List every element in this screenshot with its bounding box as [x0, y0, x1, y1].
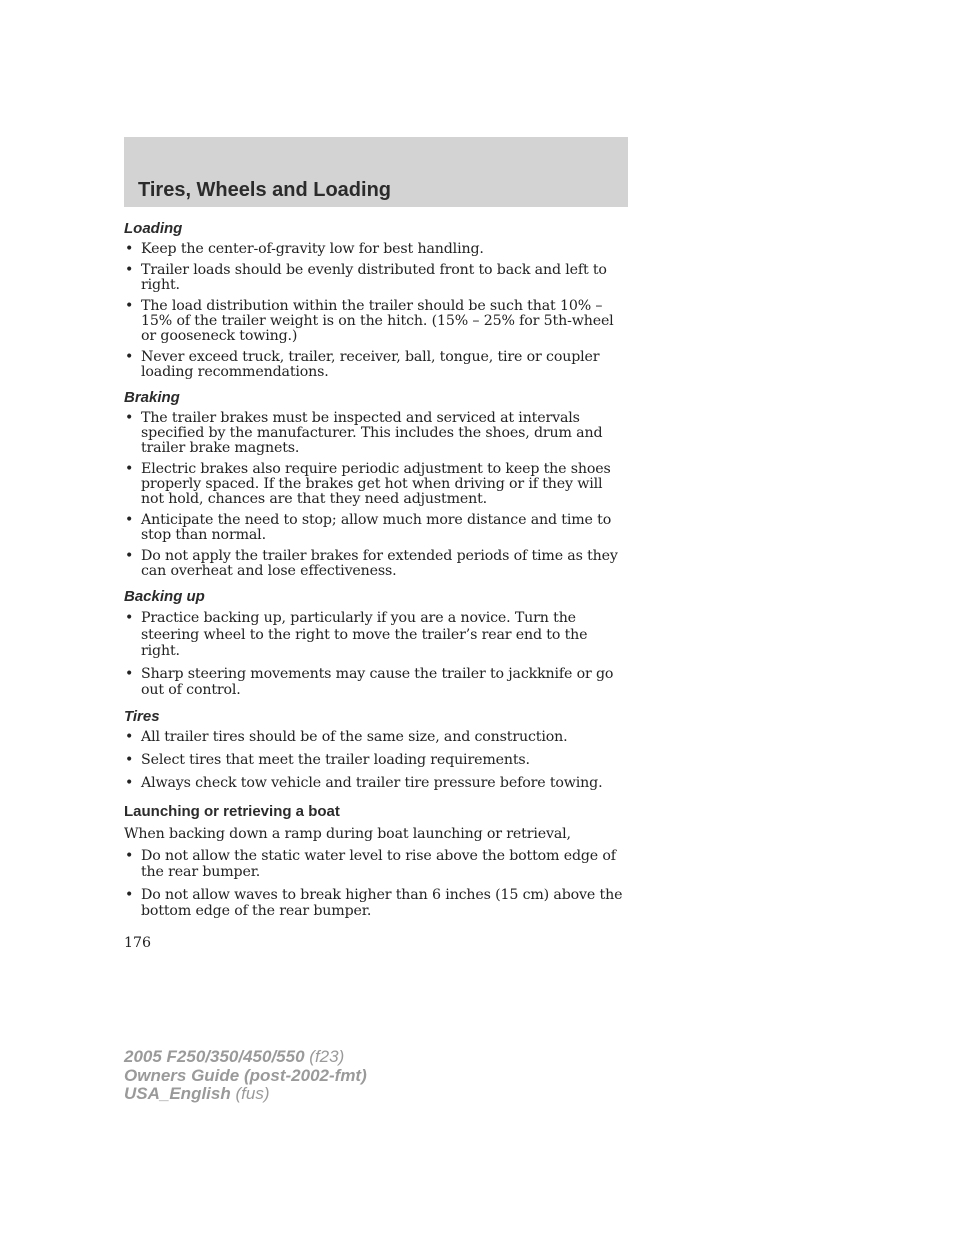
loading-heading: Loading: [124, 220, 183, 237]
boat-list: [124, 848, 628, 920]
page-number: 176: [124, 934, 152, 951]
footer-line-3: [124, 1085, 367, 1104]
list-item: • Anticipate the need to stop; allow much more distance and time to stop than normal.: [124, 513, 628, 543]
list-item: • Practice backing up, particularly if you are a novice. Turn the steering wheel to the right to move the trailer’s rear end to the right.: [124, 610, 628, 660]
footer-line-2: [124, 1067, 367, 1086]
list-item: • Trailer loads should be evenly distributed front to back and left to right.: [124, 263, 628, 293]
list-item: • Do not apply the trailer brakes for extended periods of time as they can overheat and lose effectiveness.: [124, 549, 628, 579]
backing-up-heading: Backing up: [124, 588, 205, 605]
boat-heading: Launching or retrieving a boat: [124, 802, 340, 820]
footer-model: 2005 F250/350/450/550: [124, 1047, 305, 1066]
braking-list: [124, 411, 628, 579]
list-item: • All trailer tires should be of the same size, and construction.: [124, 730, 628, 745]
list-item: • Keep the center-of-gravity low for best handling.: [124, 242, 628, 257]
braking-heading: Braking: [124, 389, 180, 406]
list-item: • Do not allow the static water level to rise above the bottom edge of the rear bumper.: [124, 848, 628, 881]
document-footer: [124, 1048, 367, 1104]
tires-list: [124, 730, 628, 791]
page-title: Tires, Wheels and Loading: [138, 179, 392, 201]
list-item: • The trailer brakes must be inspected and serviced at intervals specified by the manufacturer. This includes the shoes, drum and trailer brake magnets.: [124, 411, 628, 456]
footer-model-code: (f23): [309, 1047, 345, 1066]
list-item: • Sharp steering movements may cause the trailer to jackknife or go out of control.: [124, 666, 628, 699]
loading-list: [124, 242, 628, 380]
page-content: [124, 220, 628, 951]
footer-language: USA_English: [124, 1084, 231, 1103]
footer-language-code: (fus): [235, 1084, 270, 1103]
tires-heading: Tires: [124, 707, 160, 725]
list-item: • Do not allow waves to break higher than 6 inches (15 cm) above the bottom edge of the rear bumper.: [124, 887, 628, 920]
list-item: • Always check tow vehicle and trailer tire pressure before towing.: [124, 776, 628, 791]
backing-up-list: [124, 610, 628, 699]
footer-line-1: [124, 1048, 367, 1067]
boat-intro: When backing down a ramp during boat launching or retrieval,: [124, 825, 571, 842]
footer-guide: Owners Guide (post-2002-fmt): [124, 1065, 367, 1085]
list-item: • Select tires that meet the trailer loading requirements.: [124, 753, 628, 768]
list-item: • The load distribution within the trailer should be such that 10% – 15% of the trailer weight is on the hitch. (15% – 25% for 5th-wheel or gooseneck towing.): [124, 299, 628, 344]
section-header-bar: [124, 137, 628, 207]
list-item: • Never exceed truck, trailer, receiver, ball, tongue, tire or coupler loading recommendations.: [124, 350, 628, 380]
list-item: • Electric brakes also require periodic adjustment to keep the shoes properly spaced. If the brakes get hot when driving or if they will not hold, chances are that they need adjustment.: [124, 462, 628, 507]
